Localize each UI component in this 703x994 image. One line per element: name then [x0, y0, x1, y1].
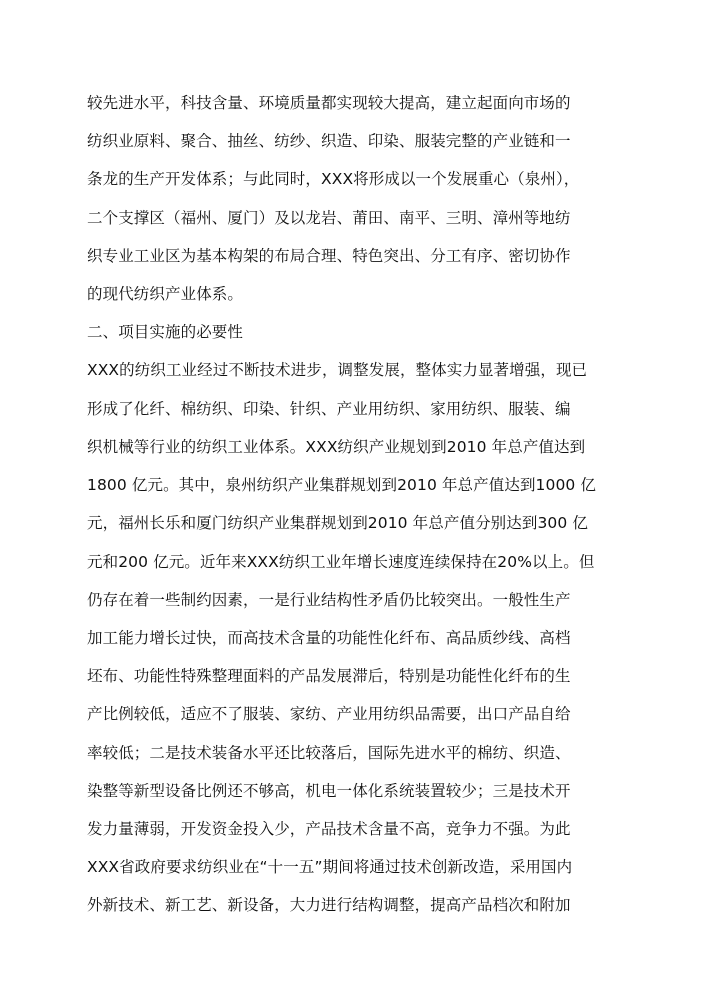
paragraph-line: 条龙的生产开发体系；与此同时，XXX将形成以一个发展重心（泉州），	[87, 170, 580, 188]
section-heading: 二、项目实施的必要性	[87, 323, 244, 341]
paragraph-line: 坯布、功能性特殊整理面料的产品发展滞后，特别是功能性化纤布的生	[87, 667, 571, 685]
paragraph-line: 织机械等行业的纺织工业体系。XXX纺织产业规划到2010 年总产值达到	[87, 438, 586, 456]
paragraph-line: 的现代纺织产业体系。	[87, 285, 244, 303]
paragraph-line: 较先进水平，科技含量、环境质量都实现较大提高，建立起面向市场的	[87, 94, 571, 112]
paragraph-line: 染整等新型设备比例还不够高，机电一体化系统装置较少；三是技术开	[87, 782, 571, 800]
paragraph-line: 外新技术、新工艺、新设备，大力进行结构调整，提高产品档次和附加	[87, 896, 571, 914]
paragraph-line: 纺织业原料、聚合、抽丝、纺纱、织造、印染、服装完整的产业链和一	[87, 132, 571, 150]
paragraph-line: XXX省政府要求纺织业在“十一五”期间将通过技术创新改造，采用国内	[87, 858, 573, 876]
paragraph-line: 织专业工业区为基本构架的布局合理、特色突出、分工有序、密切协作	[87, 247, 571, 265]
paragraph-line: 形成了化纤、棉纺织、印染、针织、产业用纺织、家用纺织、服装、编	[87, 400, 571, 418]
paragraph-line: 发力量薄弱，开发资金投入少，产品技术含量不高，竞争力不强。为此	[87, 820, 571, 838]
paragraph-line: XXX的纺织工业经过不断技术进步，调整发展，整体实力显著增强，现已	[87, 361, 588, 379]
paragraph-line: 元，福州长乐和厦门纺织产业集群规划到2010 年总产值分别达到300 亿	[87, 514, 588, 532]
paragraph-line: 元和200 亿元。近年来XXX纺织工业年增长速度连续保持在20%以上。但	[87, 553, 595, 571]
paragraph-line: 率较低；二是技术装备水平还比较落后，国际先进水平的棉纺、织造、	[87, 744, 571, 762]
paragraph-line: 仍存在着一些制约因素，一是行业结构性矛盾仍比较突出。一般性生产	[87, 591, 571, 609]
paragraph-line: 二个支撑区（福州、厦门）及以龙岩、莆田、南平、三明、漳州等地纺	[87, 209, 571, 227]
paragraph-line: 加工能力增长过快，而高技术含量的功能性化纤布、高品质纱线、高档	[87, 629, 571, 647]
paragraph-line: 1800 亿元。其中，泉州纺织产业集群规划到2010 年总产值达到1000 亿	[87, 476, 597, 494]
paragraph-line: 产比例较低，适应不了服装、家纺、产业用纺织品需要，出口产品自给	[87, 705, 571, 723]
